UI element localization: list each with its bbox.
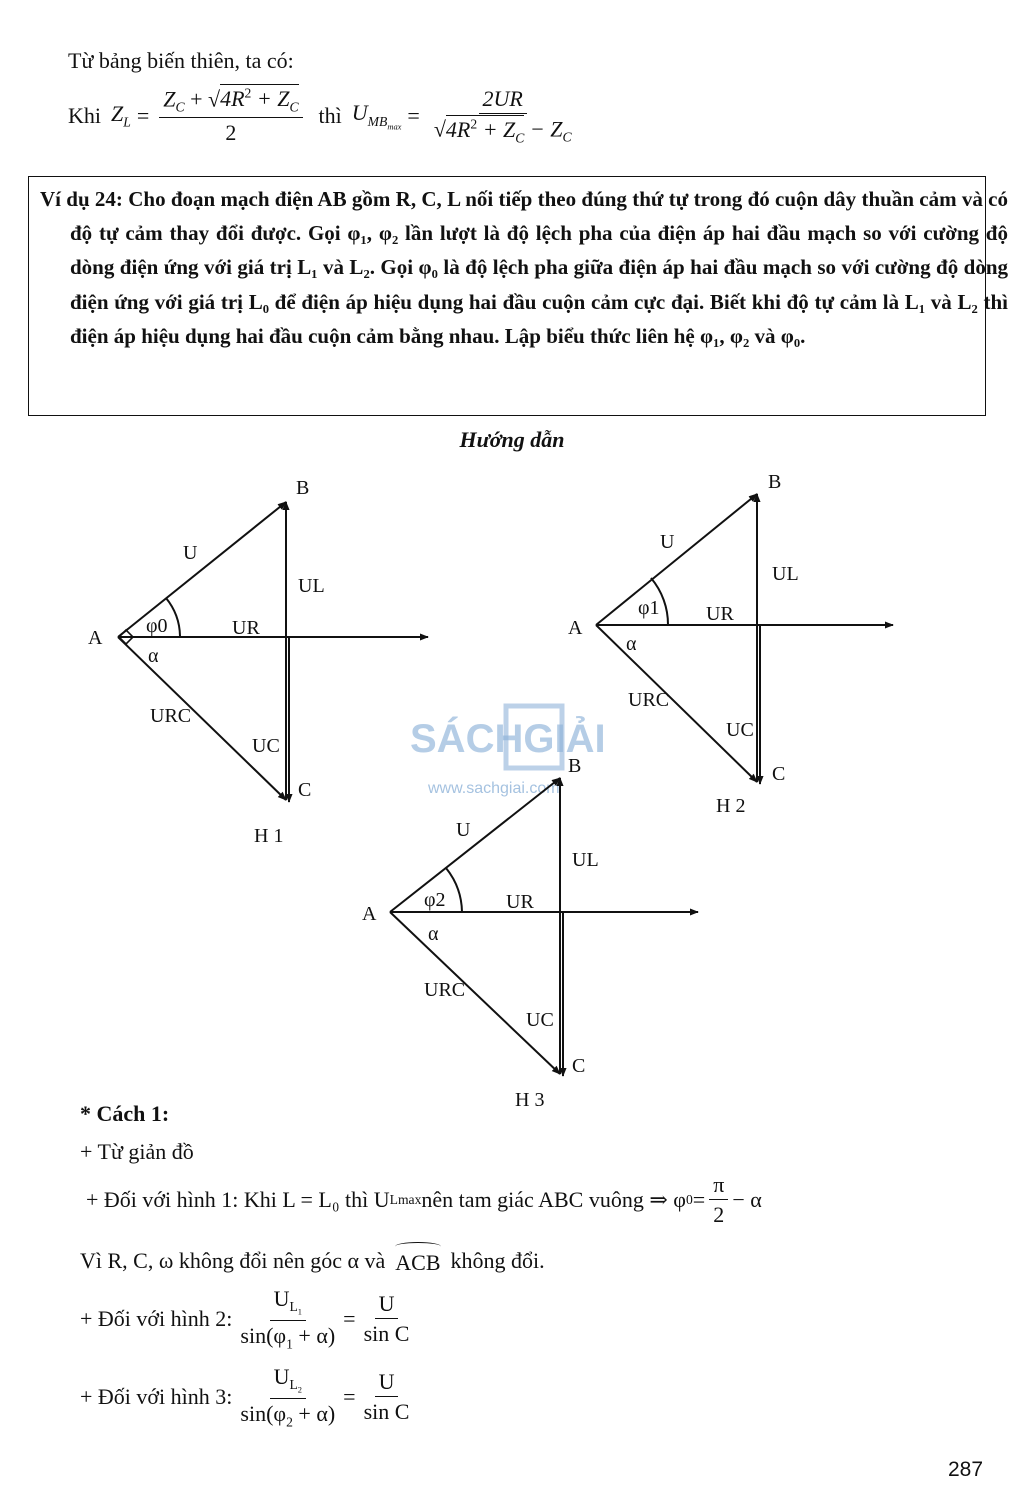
step-2-minus: − α	[732, 1186, 762, 1212]
two-symbol: 2	[713, 1202, 725, 1228]
step-5-rden: sin C	[363, 1399, 410, 1425]
h2-label-ul: UL	[772, 563, 799, 585]
h1-label-ul: UL	[298, 575, 325, 597]
h1-label-uc: UC	[252, 735, 280, 757]
h2-label-a: A	[568, 617, 583, 639]
step-5-dentail: + α)	[292, 1400, 336, 1426]
rhs-sqrt: 4R	[445, 116, 471, 142]
h3-label-uc: UC	[526, 1009, 554, 1031]
step-4-den: sin(φ	[240, 1322, 287, 1348]
h3-label-a: A	[362, 903, 377, 925]
step-4-numsubsub: 1	[297, 1307, 302, 1318]
h1-label-u: U	[183, 542, 198, 564]
h1-label-urc: URC	[150, 705, 192, 727]
guide-title: Hướng dẫn	[459, 427, 565, 452]
h2-label-ur: UR	[706, 603, 734, 625]
u-symbol: U	[351, 100, 368, 126]
h2-label-c: C	[772, 763, 786, 785]
acb-angle	[395, 1246, 440, 1276]
intro-line: Từ bảng biến thiên, ta có:	[68, 48, 294, 73]
example-text	[40, 182, 1008, 353]
h3-caption: H 3	[515, 1089, 545, 1111]
step-2	[86, 1172, 762, 1228]
h1-label-phi: φ0	[146, 615, 168, 637]
h1-label-a: A	[88, 627, 103, 649]
step-4-densub: 1	[286, 1336, 293, 1352]
step-5-rhs-fraction	[360, 1369, 414, 1425]
diagram-h2-labels	[568, 471, 799, 817]
step-2-tail: nên tam giác ABC vuông ⇒ φ	[421, 1186, 686, 1212]
step-4-label: + Đối với hình 2:	[80, 1305, 233, 1331]
intro-formula	[68, 86, 580, 146]
example-label: Ví dụ 24:	[40, 187, 123, 211]
u-subsub: max	[387, 121, 402, 132]
h2-caption: H 2	[716, 795, 746, 817]
h2-vector-urc	[596, 625, 757, 782]
acb-text: ACB	[395, 1250, 441, 1275]
step-4	[80, 1286, 417, 1352]
h1-phi-arc	[166, 598, 180, 637]
watermark	[410, 706, 606, 797]
h3-label-alpha: α	[428, 923, 439, 945]
h2-label-urc: URC	[628, 689, 670, 711]
h3-label-b: B	[568, 755, 582, 777]
step-2-phisub: 0	[685, 1191, 693, 1207]
step-5	[80, 1364, 417, 1430]
pi-over-two	[709, 1172, 728, 1228]
step-5-numsubsub: 2	[297, 1385, 302, 1396]
eq-sign: =	[136, 102, 150, 128]
step-5-den: sin(φ	[240, 1400, 287, 1426]
h3-vector-u	[390, 778, 560, 912]
pi-symbol: π	[709, 1172, 728, 1200]
example-body: Cho đoạn mạch điện AB gồm R, C, L nối tiếp theo đúng thứ tự trong đó cuộn dây thuần cảm và có độ tự cảm thay đổi được. Gọi φ₁, φ₂ lần lượt là độ lệch pha của điện áp hai đầu mạch so với cường độ dòng điện ứng với giá trị L₁ và L₂. Gọi φ₀ là độ lệch pha giữa điện áp hai đầu mạch so với cường độ dòng điện ứng với giá trị L₀ để điện áp hiệu dụng hai đầu cuộn cảm cực đại. Biết khi độ tự cảm là L₁ và L₂ thì điện áp hiệu dụng hai đầu cuộn cảm bằng nhau. Lập biểu thức liên hệ φ₁, φ₂ và φ₀.	[70, 187, 1008, 348]
step-5-numsub: L	[289, 1377, 298, 1393]
step-2-sub: Lmax	[389, 1191, 422, 1207]
sub-c: C	[289, 99, 299, 115]
step-5-lhs-fraction	[236, 1364, 339, 1430]
h3-label-ul: UL	[572, 849, 599, 871]
rhs-sup: 2	[470, 116, 478, 132]
umax-fraction: $\frac{2UR}{√4R^2 + Z_C - Z_C}$	[433, 86, 572, 146]
h3-label-phi: φ2	[424, 889, 446, 911]
step-5-label: + Đối với hình 3:	[80, 1383, 233, 1409]
h3-vector-urc	[390, 912, 560, 1074]
vector-diagrams	[0, 460, 1024, 1120]
watermark-name: SÁCHGIẢI	[410, 717, 606, 761]
rhs-minus: − Z	[524, 116, 563, 142]
u-sub: MB	[367, 113, 388, 129]
h2-label-uc: UC	[726, 719, 754, 741]
step-5-densub: 2	[286, 1414, 293, 1430]
page-number: 287	[948, 1458, 984, 1481]
h1-vector-u	[118, 502, 286, 637]
step-3-b: không đổi.	[450, 1248, 545, 1273]
h1-vector-urc	[118, 637, 286, 800]
h3-label-ur: UR	[506, 891, 534, 913]
h3-label-u: U	[456, 819, 471, 841]
step-4-num: U	[273, 1286, 290, 1311]
step-4-rhs-fraction	[360, 1291, 414, 1347]
thi-word: thì	[318, 102, 342, 128]
h1-label-ur: UR	[232, 617, 260, 639]
h3-phi-arc	[446, 868, 462, 912]
step-3	[80, 1246, 545, 1276]
h2-label-u: U	[660, 531, 675, 553]
h1-caption: H 1	[254, 825, 284, 847]
step-1: + Từ giản đồ	[80, 1139, 194, 1164]
method-heading: * Cách 1:	[80, 1101, 170, 1126]
sup-two: 2	[244, 86, 252, 101]
diagram-h1	[118, 502, 428, 802]
zl-fraction: $\frac{Z_C + √4R^2 + Z_C}{2}$	[159, 86, 302, 146]
step-4-numsub: L	[289, 1299, 298, 1315]
h1-label-c: C	[298, 779, 312, 801]
zc-symbol: Z	[163, 86, 176, 112]
watermark-url: www.sachgiai.com	[428, 780, 560, 797]
h1-label-alpha: α	[148, 645, 159, 667]
h2-label-alpha: α	[626, 633, 637, 655]
h2-label-b: B	[768, 471, 782, 493]
step-4-rden: sin C	[363, 1321, 410, 1347]
step-2-eq: =	[692, 1186, 706, 1212]
h3-label-urc: URC	[424, 979, 466, 1001]
zl-sub: L	[123, 114, 131, 130]
h3-label-c: C	[572, 1055, 586, 1077]
eq-sign-2: =	[407, 102, 420, 128]
step-3-a: Vì R, C, ω không đổi nên góc α và	[80, 1248, 386, 1273]
step-4-eq: =	[343, 1305, 356, 1331]
rhs-sub-c: C	[515, 130, 525, 146]
denominator-two: 2	[225, 120, 237, 146]
khi-word: Khi	[68, 102, 101, 128]
step-5-num: U	[273, 1364, 290, 1389]
step-5-rnum: U	[375, 1369, 399, 1397]
plus-sign: +	[184, 86, 209, 112]
step-4-lhs-fraction	[236, 1286, 339, 1352]
h2-label-phi: φ1	[638, 597, 660, 619]
step-4-rnum: U	[375, 1291, 399, 1319]
rhs-sub-c2: C	[562, 130, 572, 146]
zl-symbol: Z	[111, 101, 124, 127]
sqrt-body: 4R	[220, 86, 245, 112]
step-2-text: + Đối với hình 1: Khi L = L₀ thì U	[86, 1186, 390, 1212]
rhs-tail: + Z	[477, 116, 516, 142]
sqrt-tail: + Z	[251, 86, 290, 112]
h1-label-b: B	[296, 477, 310, 499]
step-4-dentail: + α)	[292, 1322, 336, 1348]
rhs-numerator: 2UR	[479, 86, 527, 114]
zc-sub: C	[175, 99, 185, 115]
step-5-eq: =	[343, 1383, 356, 1409]
